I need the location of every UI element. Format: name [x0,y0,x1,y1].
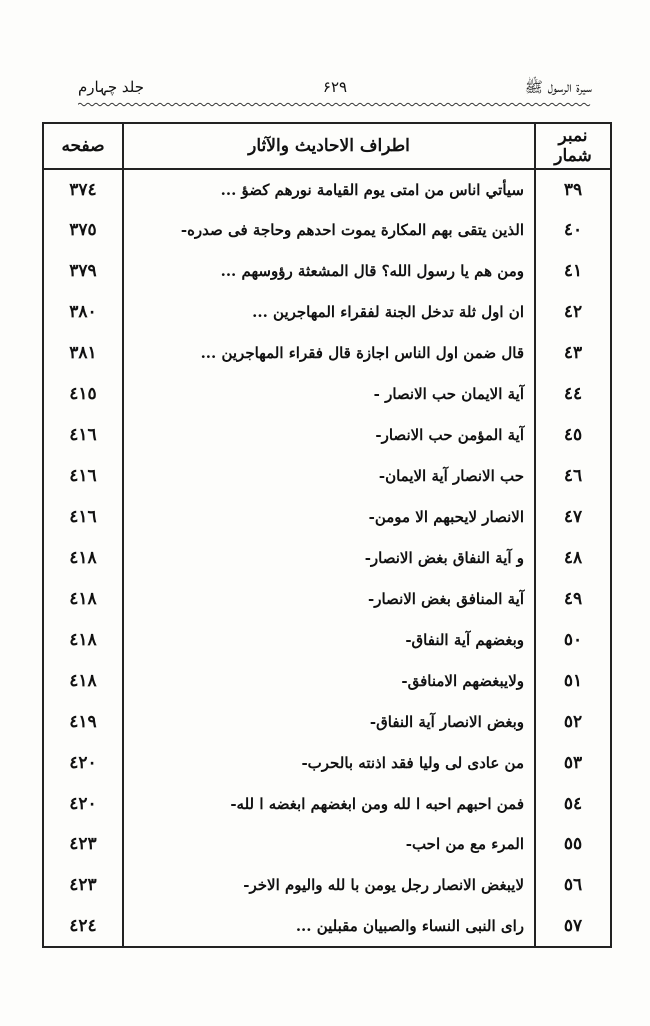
serial-cell: ٥٠ [535,619,611,660]
hadith-text-cell: و آية النفاق بغض الانصار- [123,537,535,578]
table-row [43,374,611,415]
hadith-text-cell: راى النبى النساء والصبيان مقبلين ... [123,906,535,947]
table-row [43,169,611,210]
hadith-text-cell: ولايبغضهم الامنافق- [123,660,535,701]
table-row [43,578,611,619]
page-column-header: صفحه [43,123,123,169]
volume-label: جلد چہارم [78,78,145,96]
hadith-text-cell: آية الايمان حب الانصار - [123,374,535,415]
serial-cell: ٥١ [535,660,611,701]
table-row [43,865,611,906]
page-header [78,78,592,102]
serial-cell: ٤٢ [535,292,611,333]
hadith-text-cell: الانصار لايحبهم الا مومن- [123,497,535,538]
serial-cell: ٤٣ [535,333,611,374]
hadith-text-cell: لايبغض الانصار رجل يومن با لله واليوم الاخر- [123,865,535,906]
serial-cell: ٥٦ [535,865,611,906]
table-row [43,660,611,701]
hadith-text-cell: آية المنافق بغض الانصار- [123,578,535,619]
hadith-text-cell: سيأتي اناس من امتى يوم القيامة نورهم كضؤ ... [123,169,535,210]
serial-cell: ٣٩ [535,169,611,210]
hadith-text-cell: قال ضمن اول الناس اجازة قال فقراء المهاجرين ... [123,333,535,374]
table-row [43,537,611,578]
page-cell: ٤٢٠ [43,783,123,824]
page-cell: ٣٨٠ [43,292,123,333]
serial-cell: ٤٩ [535,578,611,619]
serial-cell: ٥٤ [535,783,611,824]
page-cell: ٤١٦ [43,415,123,456]
hadith-index-table [42,122,612,948]
serial-cell: ٤١ [535,251,611,292]
serial-cell: ٥٧ [535,906,611,947]
page-cell: ٤١٨ [43,537,123,578]
hadith-text-cell: ومن هم يا رسول الله؟ قال المشعثة رؤوسهم ... [123,251,535,292]
page-cell: ٤١٨ [43,578,123,619]
page-cell: ٣٧٩ [43,251,123,292]
table-row [43,292,611,333]
hadith-text-cell: آية المؤمن حب الانصار- [123,415,535,456]
page-cell: ٤١٦ [43,456,123,497]
table-row [43,906,611,947]
serial-cell: ٥٥ [535,824,611,865]
serial-cell: ٥٣ [535,742,611,783]
serial-column-header: نمبر شمار [535,123,611,169]
page-cell: ٤١٨ [43,619,123,660]
page-cell: ٤٢٤ [43,906,123,947]
serial-cell: ٤٧ [535,497,611,538]
hadith-text-cell: الذين يتقى بهم المكارة يموت احدهم وحاجة فى صدره- [123,210,535,251]
page-cell: ٤٢٣ [43,824,123,865]
serial-cell: ٤٥ [535,415,611,456]
hadith-text-cell: وبغض الانصار آية النفاق- [123,701,535,742]
table-row [43,210,611,251]
table-row [43,742,611,783]
serial-cell: ٤٦ [535,456,611,497]
serial-cell: ٤٤ [535,374,611,415]
page-cell: ٤١٥ [43,374,123,415]
hadith-text-cell: وبغضهم آية النفاق- [123,619,535,660]
header-rule [78,102,592,107]
page-cell: ٤٢٠ [43,742,123,783]
table-row [43,456,611,497]
table-row [43,415,611,456]
table-row [43,251,611,292]
table-row [43,783,611,824]
table-row [43,701,611,742]
page-cell: ٤٢٣ [43,865,123,906]
page-number: ۶۲۹ [322,78,348,96]
page-cell: ٣٧٥ [43,210,123,251]
hadith-text-cell: فمن احبهم احبه ا لله ومن ابغضهم ابغضه ا لله- [123,783,535,824]
hadith-text-cell: من عادى لى وليا فقد اذنته بالحرب- [123,742,535,783]
page-cell: ٤١٩ [43,701,123,742]
hadith-text-cell: حب الانصار آية الايمان- [123,456,535,497]
page-cell: ٣٨١ [43,333,123,374]
table-row [43,619,611,660]
serial-cell: ٥٢ [535,701,611,742]
table-row [43,333,611,374]
book-title: سیرۃ الرسول ﷺ [524,78,592,96]
page-cell: ٣٧٤ [43,169,123,210]
table-header-row [43,123,611,169]
page-cell: ٤١٦ [43,497,123,538]
table-row [43,497,611,538]
hadith-column-header: اطراف الاحادیث والآثار [123,123,535,169]
serial-cell: ٤٨ [535,537,611,578]
hadith-text-cell: ان اول ثلة تدخل الجنة لفقراء المهاجرين ... [123,292,535,333]
page-cell: ٤١٨ [43,660,123,701]
hadith-text-cell: المرء مع من احب- [123,824,535,865]
serial-cell: ٤٠ [535,210,611,251]
table-row [43,824,611,865]
